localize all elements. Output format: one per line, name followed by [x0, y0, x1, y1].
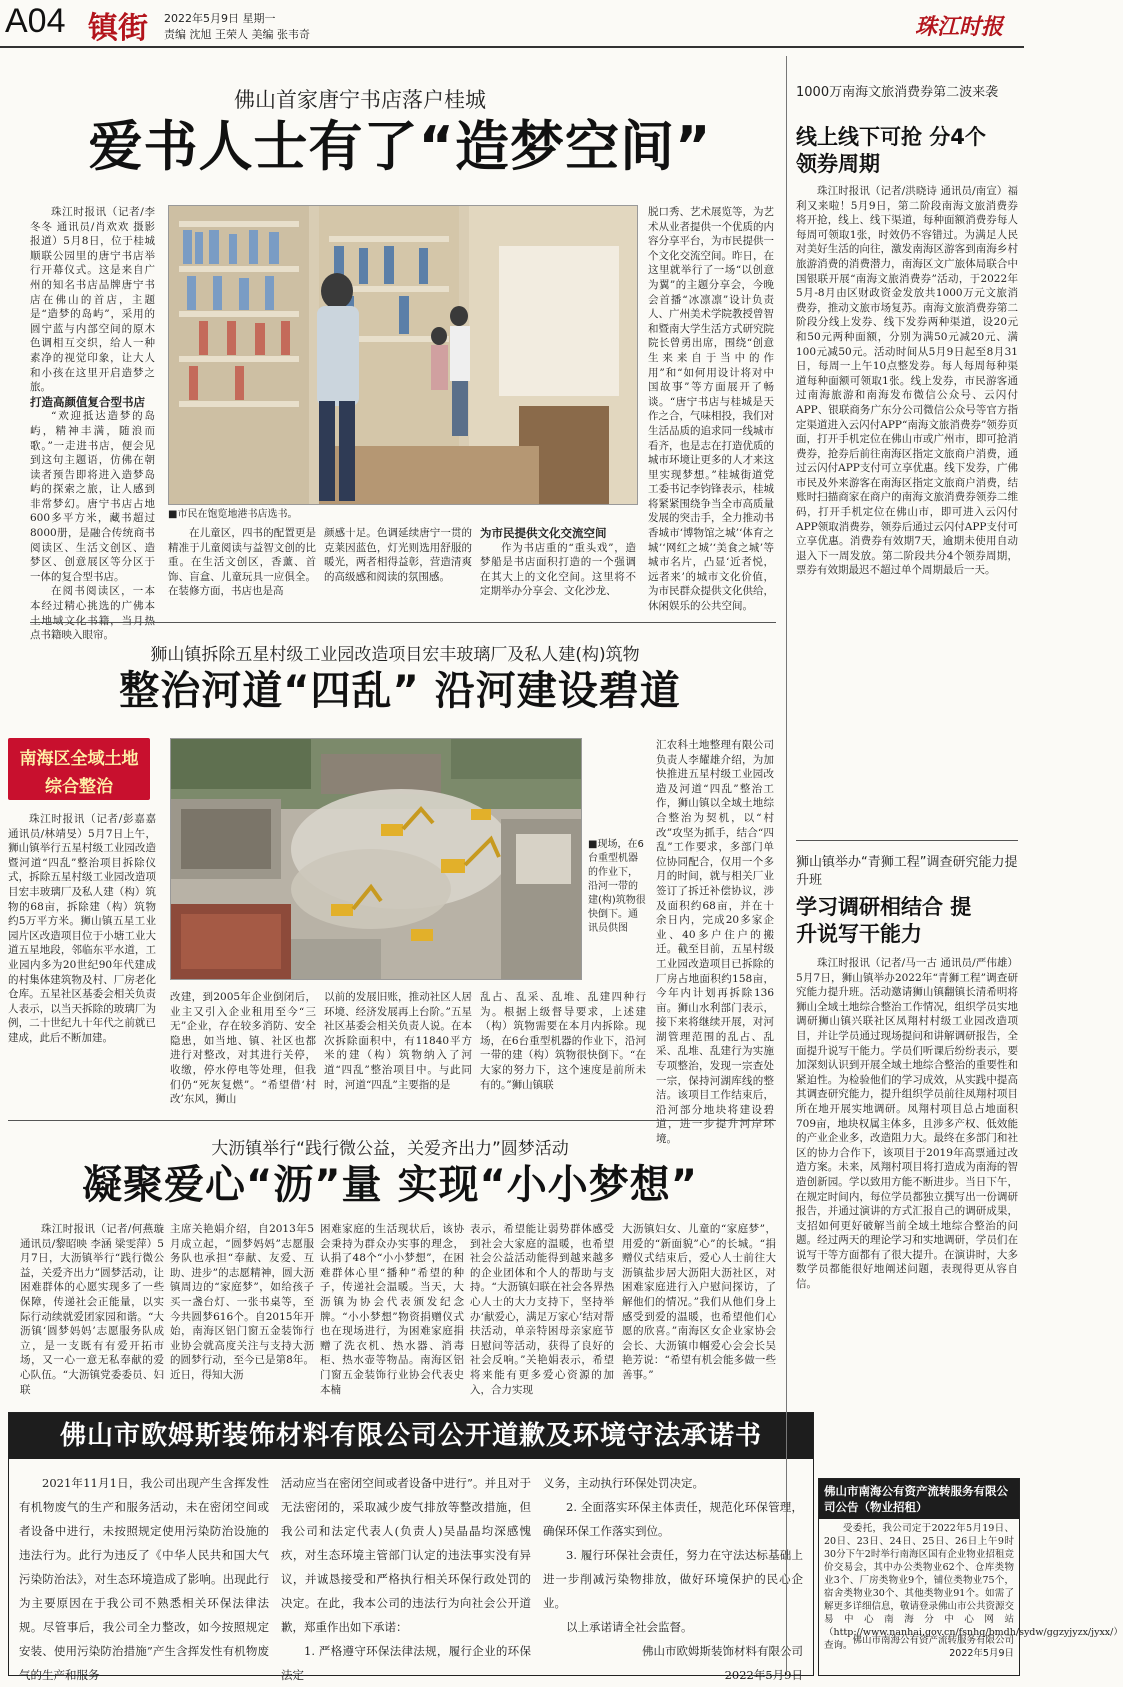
sidebar-a-body [796, 184, 1018, 834]
story3-col4-text: 表示，希望能让弱势群体感受到社会大家庭的温暖，也希望社会公益活动能得到越来越多的企业团体和个人的帮助与支持。“大沥镇妇联在社会各界热心人士的大力支持下，坚持举办‘献爱心，满足万家心’结对帮扶活动，单亲特困母亲家庭节日慰问等活动，获得了良好的社会反响。”关艳娟表示，希望将来能有更多爱心资源的加入，合力实现 [470, 1223, 614, 1396]
story2-col2 [170, 990, 316, 1112]
story1-col1 [30, 205, 155, 642]
story3-right-col [622, 1222, 776, 1406]
apology-col2-item: 1. 严格遵守环保法律法规，履行企业的环保法定 [281, 1644, 531, 1682]
issue-date: 2022年5月9日 星期一 [164, 12, 276, 25]
story3-kicker: 大沥镇举行“践行微公益，关爱齐出力”圆梦活动 [211, 1139, 569, 1159]
story2-col4-text: 乱占、乱采、乱堆、乱建四种行为。根据上级督导要求，上述建（构）筑物需要在本月内拆除。现场，在6台重型机器的作业下，沿河一带的建（构）筑物很快倒下。“在大家的努力下，这个速度是前所未有的。”狮山镇联 [480, 991, 646, 1091]
apology-col3-a: 义务，主动执行环保处罚决定。 [543, 1476, 704, 1490]
property-notice-sign: 佛山市南海公有资产流转服务有限公司 [852, 1635, 1014, 1646]
paper-logo: 珠江时报 [915, 14, 1004, 40]
apology-date: 2022年5月9日 [724, 1668, 803, 1682]
story2-col3-text: 以前的发展旧账，推动社区人居环境、经济发展再上台阶。”五星社区基委会相关负责人说。在本次拆除面积中，有11840平方米的建（构）筑物纳入了河道“四乱”整治项目中。与此同时，河道“四乱”主要指的是 [324, 991, 472, 1091]
story1-right-col [648, 205, 774, 613]
property-notice [818, 1478, 1123, 1676]
apology-col2 [281, 1471, 531, 1682]
story1-subhead2: 为市民提供文化交流空间 [480, 526, 607, 540]
apology-col3-b: 2. 全面落实环保主体责任，规范化环保管理，确保环保工作落实到位。 [543, 1500, 803, 1538]
masthead-rule [0, 46, 1024, 48]
story3-col3 [320, 1222, 464, 1406]
sidebar-b-kicker: 狮山镇举办“青狮工程”调查研究能力提升班 [796, 855, 1018, 888]
sidebar-a-kicker: 1000万南海文旅消费券第二波来袭 [796, 85, 999, 100]
story2-right-text: 汇农科土地整理有限公司负责人李耀雄介绍，为加快推进五星村级工业园改造及河道“四乱”整治工作，狮山镇以全域土地综合整治为契机，以“村改”攻坚为抓手，结合“四乱”工作要求，多部门单位协同配合，仅用一个多月的时间，就与相关厂业签订了拆迁补偿协议，涉及面积约68亩，并在十余日内，完成20多家企业、40多户住户的搬迁。截至目前，五星村级工业园改造项目已拆除的厂房占地面积约158亩，今年内计划再拆除136亩。狮山水利部门表示，接下来将继续开展，对河湖管理范围的乱占、乱采、乱堆、乱建行为实施专项整治，发现一宗查处一宗，保持河湖库线的整洁。该项目工作结束后，沿河部分地块将建设碧道，进一步提升河岸环境。 [656, 739, 774, 1146]
story3-col2-text: 主席关艳娟介绍，自2013年5月成立起，“圆梦妈妈”志愿服务队也承担“奉献、友爱、互助、进步”的志愿精神，圆大沥镇周边的“家庭梦”，如给孩子买一盏台灯、一张书桌等，至今共圆梦616个。自2015年开始，南海区铝门窗五金装饰行业协会就高度关注与支持大沥的圆梦行动，至今已是第8年。近日，得知大沥 [170, 1223, 314, 1381]
story2-right-col [656, 738, 774, 1146]
story1-body1: “欢迎抵达造梦的岛屿，精神丰满，随浪而歌。”一走进书店，便会见到这句主题语，仿佛在朝读者预告即将进入造梦岛屿的探索之旅，让人感到非常梦幻。唐宁书店占地600多平方米，藏书超过8000册，是融合传统商书阅读区、生活文创区、造梦区、创意展区等分区于一体的复合型书店。 [30, 410, 155, 583]
apology-col1-text: 2021年11月1日，我公司出现产生含挥发性有机物废气的生产和服务活动，未在密闭空间或者设备中进行，未按照规定使用污染防治设施的违法行为。此行为违反了《中华人民共和国大气污染防治法》，对生态环境造成了影响。出现此行为主要原因在于我公司不熟悉相关环保法律法规。尽管事后，我公司全力整改，如今按照规定安装、使用污染防治措施”产生含挥发性有机物废气的生产和服务 [19, 1476, 269, 1682]
story3-col2 [170, 1222, 314, 1406]
sidebar-a-text: 珠江时报讯（记者/洪晓诗 通讯员/南宣）福利又来啦！5月9日，第二阶段南海文旅消费券将开抢，线上、线下渠道，每种面额消费券每人每周可领取1张，时效仍不容错过。为满足人民对美好生活的向往，激发南海区游客到南海乡村旅游消费的消费潜力，南海区文广旅体局联合中国银联开展“南海文旅消费券”活动，于2022年5月-8月由区财政资金发放共1000万元文旅消费券，推动文旅市场复苏。南海文旅消费券第二阶段分线上发券、线下发券两种渠道，设20元和50元两种面额，分别为满50元减20元、满100元减50元。活动时间从5月9日起至8月31日，每周一上午10点整发券。每人每周每种渠道每种面额可领取1张。线上发券，市民游客通过南海旅游和南海发布微信公众号、云闪付APP、银联商务广东分公司微信公众号等官方指定渠道进入云闪付APP“南海文旅消费券”领券页面，打开手机定位在佛山市或广州市，即可抢消费券，抢券后前往南海区指定文旅商户消费，通过云闪付APP支付可立享优惠。线下发券，广佛市民及外来游客在南海区指定文旅商户消费，结账时扫描商家在商户的南海文旅消费券领券二维码，打开手机定位在佛山市，即可进入云闪付APP领取消费券，领券后通过云闪付APP支付可立享优惠。消费券有效期7天，逾期未使用自动退入下一周发放。第二阶段共分4个领券周期，票券有效期最迟不超过单个周期最后一天。 [796, 185, 1018, 577]
demolition-photo-image [171, 739, 581, 979]
sidebar-b-headline: 学习调研相结合 提升说写干能力 [796, 895, 972, 946]
story1-headline: 爱书人士有了“造梦空间” [88, 115, 712, 178]
story1-col4 [480, 526, 636, 612]
story2-col2-text: 改建，到2005年企业倒闭后，业主又引入企业租用至今“三无”企业，存在较多消防、安全隐患，如当地、镇、社区也都进行对整改，对其进行关停，收缴，停水停电等处理，但我们仍“死灰复燃”。“希望借‘村改’东风，狮山 [170, 991, 316, 1106]
story1-right-text: 脱口秀、艺术展览等，为艺术从业者提供一个优质的内容分享平台，为市民提供一个文化交流空间。昨日，在这里就举行了一场“以创意为翼”的主题分享会，今晚会首播“冰凛凛”设计负责人、广州美术学院教授曾智和暨南大学生活方式研究院院长曾勇出席，围绕“创意生来来自于当中的作用”和“如何用设计将对中国故事”等方面展开了畅谈。“唐宁书店与桂城是天作之合，气味相投，我们对生活品质的追求同一线城市看齐，也是志在打造优质的城市环境让更多的人才来这里实现梦想。”桂城街道党工委书记李钧锋表示，桂城将紧紧围绕争当全市高质量发展的突击手，全力推动书香城市‘博物馆之城’‘体育之城’‘网红之城’‘美食之城’等城市名片，凸显‘近者悦，远者来’的城市文化价值，为市民群众提供文化供给，休闲娱乐的公共空间。 [648, 206, 774, 613]
sidebar-a-headline: 线上线下可抢 分4个领券周期 [796, 125, 986, 176]
story2-photo-caption: ■现场，在6台重型机器的作业下，沿河一带的建(构)筑物很快倒下。通讯员供图 [588, 839, 646, 934]
apology-title: 佛山市欧姆斯装饰材料有限公司公开道歉及环境守法承诺书 [9, 1413, 813, 1459]
masthead [0, 0, 1024, 50]
story3-col1 [20, 1222, 164, 1406]
editors-line: 责编 沈旭 王荣人 美编 张韦奇 [164, 28, 310, 41]
badge-line2: 综合整治 [45, 777, 113, 797]
story3-col1-text: 珠江时报讯（记者/何燕璇 通讯员/黎昭映 李涵 梁雯萍）5月7日，大沥镇举行“践行微公益，关爱齐出力”圆梦活动，让困难群体的心愿实现多了一些保障，传递社会正能量，以实际行动续就爱团家园和谐。“大沥镇‘圆梦妈妈’志愿服务队成立，是一支既有有爱开拓市场，又一心一意无私奉献的爱心队伍。“大沥镇党委委员、妇联 [20, 1223, 164, 1396]
story1-col3-text: 颜感十足。色调延续唐宁一贯的克莱因蓝色，灯光则选用舒服的暖光，两者相得益彰，营造清爽的高级感和阅读的氛围感。 [324, 527, 472, 583]
story1-lead: 珠江时报讯（记者/李冬冬 通讯员/肖欢欢 摄影报道）5月8日，位于桂城顺联公园里的唐宁书店举行开幕仪式。这是来自广州的知名书店品牌唐宁书店在佛山的首店，主题是“造梦的岛屿”，采用的圆宁蓝与内部空间的原木色调相互交织，给人一种素净的视觉印象，让大人和小孩在这里开启造梦之旅。 [30, 206, 155, 394]
apology-signature: 佛山市欧姆斯装饰材料有限公司 [642, 1644, 803, 1658]
apology-col3-c: 3. 履行环保社会责任，努力在守法达标基础上进一步削减污染物排放，做好环境保护的民心企业。 [543, 1548, 803, 1610]
story2-col1 [8, 812, 156, 1112]
property-notice-text: 受委托，我公司定于2022年5月19日、20日、23日、24日、25日、26日上午9时30分下午2时举行南海区国有企业物业招租竞价交易会，其中办公类物业62个、仓库类物业3个、厂房类物业9个，铺位类物业75个，宿舍类物业30个、其他类物业91个。如需了解更多详细信息，敬请登录佛山市公共资源交易中心南海分中心网站（http://www.nanhai.gov.cn/fsnhq/bmdh/sydw/ggzyjyzx/jyxx/）查询。 [824, 1523, 1123, 1651]
story1-divider [30, 622, 776, 623]
story1-col3 [324, 526, 472, 612]
story3-headline: 凝聚爱心“沥”量 实现“小小梦想” [81, 1162, 699, 1208]
page-number: A04 [5, 2, 66, 40]
apology-col1 [19, 1471, 269, 1682]
section-name: 镇街 [88, 11, 148, 46]
bookstore-photo-image [169, 206, 637, 504]
sidebar-divider [786, 56, 787, 1676]
story2-headline: 整治河道“四乱” 沿河建设碧道 [119, 668, 681, 714]
story2-divider [8, 1120, 776, 1121]
story3-col3-text: 困难家庭的生活现状后，该协会秉持为群众办实事的理念，认捐了48个“小小梦想”，在困难群体心里“播种”希望的种子，传递社会温暖。当天，大沥镇为协会代表颁发纪念牌。“小小梦想”物资捐赠仪式也在现场进行，为困难家庭捐赠了洗衣机、热水器、消毒柜、热水壶等物品。南海区铝门窗五金装饰行业协会代表史本楠 [320, 1223, 464, 1396]
story1-subhead1: 打造高颜值复合型书店 [30, 394, 145, 409]
story2-badge [8, 738, 150, 800]
story1-col2 [168, 526, 316, 612]
story3-col4 [470, 1222, 614, 1406]
sidebar-b-text: 珠江时报讯（记者/马一古 通讯员/严伟雄）5月7日，狮山镇举办2022年“青狮工程”调查研究能力提升班。活动邀请狮山镇翻镇长清希明将狮山全域土地综合整治工作情况，组织学员实地调研狮山镇兴联社区凤翔村村级工业园改造项目，并让学员通过现场提问和讲解调研报告，全面提升说写干能力。学员们听课后纷纷表示，要加深刻认识到开展全域土地综合整治的重要性和紧迫性。为检验他们的学习成效，从实践中提高其调查研究能力，提升组织学员前往凤翔村项目所在地开展实地调研。凤翔村项目总占地面积709亩，地块权属主体多，且涉多产权、低效能的产业企业多，改造阻力大。最终在多部门和社区的协力合作下，该项目于2019年高票通过改造方案。未来，凤翔村项目将打造成为南海的智造创新园。学以致用方能不断进步。当日下午，在规定时间内，每位学员都独立撰写出一份调研报告，并通过演讲的方式汇报自己的调研成果，支招如何更好破解当前全域土地综合整治的问题。经过两天的理论学习和实地调研，学员们在说写干等方面都有了很大提升。在演讲时，大多数学员都能很好地阐述问题，表现得更从容自信。 [796, 957, 1018, 1291]
story1-kicker: 佛山首家唐宁书店落户桂城 [234, 88, 486, 112]
story2-kicker: 狮山镇拆除五星村级工业园改造项目宏丰玻璃厂及私人建(构)筑物 [150, 645, 640, 665]
sidebar-b-body [796, 956, 1018, 1470]
apology-notice [8, 1412, 814, 1682]
story3-right-text: 大沥镇妇女、儿童的“家庭梦”，用爱的“新面貌”心”的长城。“捐赠仪式结束后，爱心人士前往大沥镇盐步居大沥阳大沥社区，对困难家庭进行入户慰问探访，了解他们的情况。”我们从他们身上感受到爱的温暖，也希望他们心愿的欣喜。”南海区女企业家协会会长、大沥镇巾帼爱心会会长吴艳芳说：“希望有机会能多做一些善事。” [622, 1223, 776, 1381]
property-notice-title: 佛山市南海公有资产流转服务有限公司公告（物业招租） [819, 1479, 1019, 1519]
story2-col1-text: 珠江时报讯（记者/彭嘉嘉 通讯员/林靖旻）5月7日上午，狮山镇举行五星村级工业园改造暨河道“四乱”整治项目拆除仪式，拆除五星村级工业园改造项目宏丰玻璃厂及私人建（构）筑物的68亩，拆除建（构）筑物约5万平方米。狮山镇五星工业园片区改造项目位于小塘工业大道五星地段，邻临东平水道，工业园内多为20世纪90年代建成的村集体建筑物及村、厂房老化仓库。五星社区基委会相关负责人表示，以当天拆除的玻璃厂为例，二十世纪九十年代之前就已建成，此后不断加建。 [8, 813, 156, 1044]
story2-col4 [480, 990, 646, 1112]
story2-col3 [324, 990, 472, 1112]
story1-col2-text: 在儿童区，四书的配置更是精准于儿童阅读与益智文创的比重。在生活文创区，香薰、首饰、盲盒、儿童玩具一应俱全。在装修方面，书店也是高 [168, 527, 316, 598]
sidebar-rule-1 [796, 840, 1018, 841]
story1-body1b: 在阅书阅读区，一本本经过精心挑选的广佛本土地域文化书籍，当月热点书籍映入眼帘。 [30, 585, 155, 642]
story1-col4-text: 作为书店重的“重头戏”，造梦船是书店面积打造的一个强调在其大上的文化空间。这里将不定期举办分享会、文化沙龙、 [480, 541, 636, 598]
demolition-photo [170, 738, 582, 980]
story1-photo-caption: ■市民在饱览地港书店选书。 [168, 509, 298, 520]
bookstore-photo [168, 205, 638, 505]
badge-line1: 南海区全域土地 [19, 749, 139, 769]
apology-col3 [543, 1471, 803, 1682]
apology-col3-d: 以上承诺请全社会监督。 [566, 1620, 693, 1634]
apology-col2-text: 活动应当在密闭空间或者设备中进行”。并且对于无法密闭的，采取减少废气排放等整改措施，但我公司和法定代表人(负责人)吴晶晶均深感愧疚，对生态环境主管部门认定的违法事实没有异议，并诚恳接受和严格执行相关环保行政处罚的决定。在此，我本公司的违法行为向社会公开道歉，郑重作出如下承诺： [281, 1476, 531, 1634]
property-notice-date: 2022年5月9日 [949, 1648, 1014, 1659]
